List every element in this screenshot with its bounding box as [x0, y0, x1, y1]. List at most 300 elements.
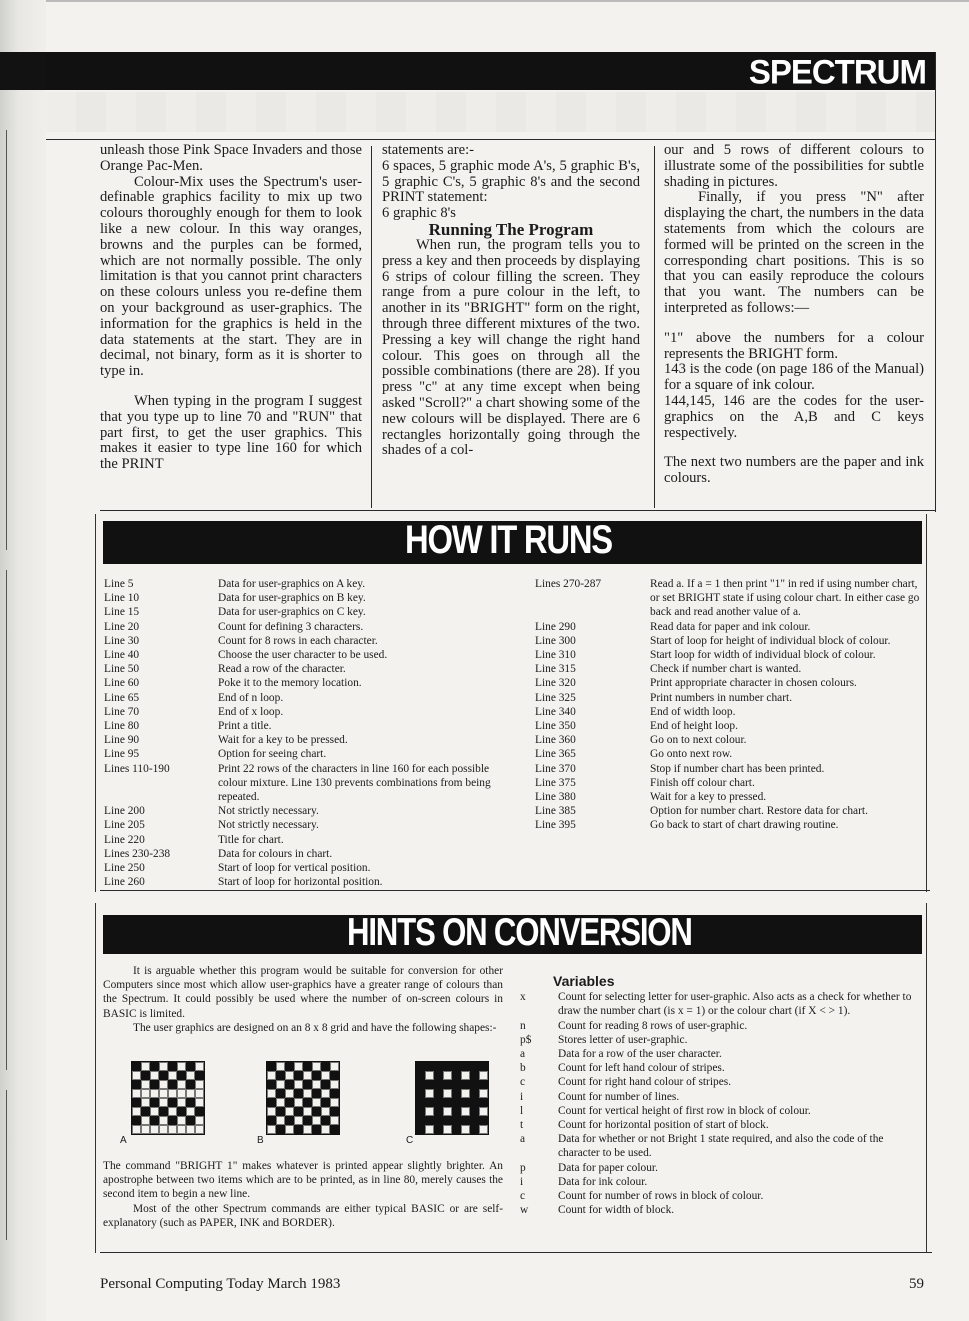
grid-cell [186, 1062, 195, 1071]
grid-cell [443, 1125, 452, 1134]
how-it-runs-row [104, 676, 504, 690]
line-number: Line 365 [535, 748, 576, 761]
grid-cell [195, 1125, 204, 1134]
grid-cell [452, 1062, 461, 1071]
variable-name: a [520, 1133, 526, 1146]
variable-name: p [520, 1161, 526, 1174]
grid-cell [150, 1107, 159, 1116]
grid-cell [470, 1107, 479, 1116]
article-bottom-rule [100, 510, 936, 511]
grid-cell [294, 1080, 303, 1089]
line-number: Line 65 [104, 691, 140, 704]
grid-cell [461, 1062, 470, 1071]
variable-row [520, 1061, 920, 1075]
grid-cell [168, 1071, 177, 1080]
variables-heading: Variables [553, 973, 615, 989]
grid-cell [461, 1098, 470, 1107]
grid-cell [452, 1080, 461, 1089]
variables-list [520, 974, 920, 1217]
grid-cell [452, 1125, 461, 1134]
variable-name: i [520, 1175, 524, 1188]
grid-cell [132, 1125, 141, 1134]
grid-cell [303, 1107, 312, 1116]
grid-cell [186, 1125, 195, 1134]
how-it-runs-right-list [535, 577, 923, 833]
how-it-runs-row [104, 662, 504, 676]
grid-cell [177, 1080, 186, 1089]
how-it-runs-row [535, 719, 923, 733]
grid-cell [294, 1107, 303, 1116]
line-number: Line 315 [535, 663, 576, 676]
how-it-runs-row [104, 747, 504, 761]
grid-cell [479, 1080, 488, 1089]
grid-cell [168, 1089, 177, 1098]
grid-cell [276, 1116, 285, 1125]
line-number: Line 260 [104, 876, 145, 889]
grid-cell [312, 1071, 321, 1080]
line-number: Line 5 [104, 578, 134, 590]
line-number: Line 325 [535, 691, 576, 704]
grid-cell [285, 1062, 294, 1071]
variable-description: Count for left hand colour of stripes. [558, 1062, 725, 1075]
grid-cell [186, 1080, 195, 1089]
line-number: Line 395 [535, 819, 576, 832]
grid-cell [479, 1107, 488, 1116]
grid-cell [312, 1125, 321, 1134]
grid-cell [267, 1116, 276, 1125]
article-paragraph: When typing in the program I suggest that you type up to line 70 and "RUN" that part first, to get the user graphics. This makes it easier to type line 160 for which the PRINT [100, 392, 362, 473]
grid-cell [416, 1062, 425, 1071]
grid-cell [285, 1116, 294, 1125]
variable-name: l [520, 1104, 524, 1117]
grid-label-c: C [406, 1135, 414, 1146]
article-paragraph: Colour-Mix uses the Spectrum's user-definable graphics facility to mix up two colours thoroughly enough for them to look like a new colour. In this way oranges, browns and the purples can be formed, which are not normally possible. The only limitation is that you cannot print characters on these colours unless you re-define them on your background as user-graphics. The information for the graphics is held in the data statements at the start. They are in decimal, not binary, form as it is shorter to type in. [100, 173, 362, 380]
page-number: 59 [909, 1276, 924, 1292]
grid-cell [312, 1116, 321, 1125]
grid-cell [416, 1071, 425, 1080]
line-number: Line 70 [104, 705, 140, 718]
grid-cell [195, 1098, 204, 1107]
how-it-runs-row [104, 591, 504, 605]
grid-cell [159, 1098, 168, 1107]
grid-cell [159, 1125, 168, 1134]
line-description: Data for user-graphics on C key. [218, 606, 366, 619]
line-number: Lines 230-238 [104, 847, 171, 860]
user-graphic-c-grid [415, 1061, 489, 1135]
grid-cell [159, 1080, 168, 1089]
grid-cell [303, 1062, 312, 1071]
grid-cell [321, 1071, 330, 1080]
grid-cell [312, 1098, 321, 1107]
grid-cell [479, 1071, 488, 1080]
line-description: Not strictly necessary. [218, 819, 319, 832]
grid-cell [150, 1125, 159, 1134]
article-paragraph: our and 5 rows of different colours to illustrate some of the possibilities for subtle shading in pictures. [664, 142, 924, 190]
grid-cell [267, 1098, 276, 1107]
grid-cell [177, 1062, 186, 1071]
variable-row [520, 1019, 920, 1033]
grid-cell [285, 1089, 294, 1098]
variable-name: w [520, 1204, 529, 1217]
grid-cell [479, 1098, 488, 1107]
user-graphic-b-grid [266, 1061, 340, 1135]
article-column-3 [664, 143, 924, 487]
grid-cell [321, 1080, 330, 1089]
binding-rule [6, 130, 7, 550]
variable-row [520, 1175, 920, 1189]
grid-cell [150, 1062, 159, 1071]
grid-cell [434, 1107, 443, 1116]
line-number: Line 290 [535, 620, 576, 633]
line-number: Line 310 [535, 649, 576, 662]
line-description: End of height loop. [650, 720, 738, 733]
line-description: Go onto next row. [650, 748, 733, 761]
hints-body-lower [103, 1159, 503, 1230]
grid-cell [177, 1107, 186, 1116]
how-it-runs-row [535, 691, 923, 705]
article-paragraph: unleash those Pink Space Invaders and those Orange Pac-Men. [100, 142, 362, 174]
line-description: Go on to next colour. [650, 734, 747, 747]
grid-cell [303, 1116, 312, 1125]
grid-cell [150, 1098, 159, 1107]
grid-cell [141, 1116, 150, 1125]
grid-cell [177, 1125, 186, 1134]
line-description: Read a. If a = 1 then print "1" in red if using number chart, or set BRIGHT state if using colour chart. In either case go back and read another value of a. [650, 578, 920, 619]
grid-cell [195, 1071, 204, 1080]
top-rule [46, 0, 969, 2]
line-number: Line 370 [535, 762, 576, 775]
article-column-2 [382, 143, 640, 459]
variable-row [520, 1118, 920, 1132]
grid-cell [452, 1089, 461, 1098]
line-number: Line 200 [104, 805, 145, 818]
grid-cell [276, 1098, 285, 1107]
variable-row [520, 1161, 920, 1175]
line-number: Line 320 [535, 677, 576, 690]
grid-cell [330, 1062, 339, 1071]
variable-description: Count for reading 8 rows of user-graphic. [558, 1019, 748, 1032]
how-it-runs-row [104, 691, 504, 705]
how-it-runs-row [104, 705, 504, 719]
grid-cell [416, 1080, 425, 1089]
grid-cell [285, 1107, 294, 1116]
grid-cell [195, 1080, 204, 1089]
grid-cell [195, 1116, 204, 1125]
line-number: Line 340 [535, 705, 576, 718]
grid-cell [168, 1098, 177, 1107]
grid-cell [330, 1116, 339, 1125]
line-description: Read a row of the character. [218, 663, 346, 676]
article-paragraph: 143 is the code (on page 186 of the Manual) for a square of ink colour. [664, 361, 924, 394]
grid-cell [177, 1098, 186, 1107]
how-it-runs-row [104, 847, 504, 861]
grid-cell [294, 1125, 303, 1134]
grid-cell [312, 1062, 321, 1071]
line-description: Start of loop for horizontal position. [218, 876, 383, 889]
grid-cell [416, 1116, 425, 1125]
grid-cell [276, 1071, 285, 1080]
variable-name: n [520, 1019, 526, 1032]
grid-cell [416, 1098, 425, 1107]
grid-cell [461, 1089, 470, 1098]
variable-row [520, 1033, 920, 1047]
variable-description: Count for right hand colour of stripes. [558, 1076, 732, 1089]
variable-row [520, 1104, 920, 1118]
how-it-runs-row [535, 747, 923, 761]
grid-cell [141, 1098, 150, 1107]
section-heading: Running The Program [428, 219, 594, 239]
grid-cell [312, 1080, 321, 1089]
line-number: Line 360 [535, 734, 576, 747]
variable-description: Data for a row of the user character. [558, 1048, 722, 1061]
how-it-runs-row [104, 620, 504, 634]
grid-cell [479, 1062, 488, 1071]
how-it-runs-row [535, 804, 923, 818]
variable-row [520, 1047, 920, 1061]
how-it-runs-left-list [104, 577, 504, 889]
grid-cell [312, 1089, 321, 1098]
line-number: Line 60 [104, 677, 140, 690]
grid-cell [470, 1071, 479, 1080]
line-number: Line 300 [535, 634, 576, 647]
how-it-runs-row [535, 776, 923, 790]
line-description: Option for number chart. Restore data for chart. [650, 805, 868, 818]
grid-cell [294, 1062, 303, 1071]
how-it-runs-row [104, 577, 504, 591]
grid-cell [285, 1080, 294, 1089]
line-description: End of width loop. [650, 705, 736, 718]
grid-cell [159, 1062, 168, 1071]
variable-row [520, 1090, 920, 1104]
line-number: Line 10 [104, 592, 140, 605]
grid-cell [159, 1071, 168, 1080]
how-it-runs-row [535, 620, 923, 634]
grid-cell [470, 1116, 479, 1125]
how-it-runs-row [104, 733, 504, 747]
grid-cell [267, 1062, 276, 1071]
grid-cell [141, 1125, 150, 1134]
variable-name: b [520, 1062, 526, 1075]
line-description: Start of loop for vertical position. [218, 862, 371, 875]
grid-cell [461, 1116, 470, 1125]
grid-cell [470, 1098, 479, 1107]
line-number: Line 20 [104, 620, 140, 633]
grid-cell [321, 1116, 330, 1125]
line-description: Check if number chart is wanted. [650, 663, 802, 676]
grid-cell [132, 1062, 141, 1071]
grid-cell [321, 1089, 330, 1098]
grid-cell [321, 1125, 330, 1134]
line-description: Read data for paper and ink colour. [650, 620, 811, 633]
hints-paragraph: Most of the other Spectrum commands are either typical BASIC or are self-explanatory (such as PAPER, INK and BORDER). [103, 1202, 503, 1229]
line-number: Line 50 [104, 663, 140, 676]
grid-cell [132, 1071, 141, 1080]
grid-cell [168, 1107, 177, 1116]
variable-description: Count for width of block. [558, 1204, 675, 1217]
article-paragraph: Finally, if you press "N" after displaying the chart, the numbers in the data statements from which the colours are formed will be printed on the screen in the corresponding chart positions. This is so that you can easily reproduce the colours that you want. The numbers can be interpreted as follows:— [664, 189, 924, 316]
how-it-runs-row [535, 705, 923, 719]
grid-cell [443, 1089, 452, 1098]
grid-cell [416, 1125, 425, 1134]
grid-cell [461, 1107, 470, 1116]
variable-description: Count for number of rows in block of colour. [558, 1190, 764, 1203]
line-number: Lines 110-190 [104, 762, 170, 775]
how-it-runs-row [535, 676, 923, 690]
how-it-runs-row [104, 875, 504, 889]
grid-cell [177, 1116, 186, 1125]
grid-cell [141, 1080, 150, 1089]
grid-cell [285, 1071, 294, 1080]
footer-publication: Personal Computing Today March 1983 [100, 1276, 341, 1292]
variable-description: Data for ink colour. [558, 1175, 648, 1188]
grid-cell [479, 1089, 488, 1098]
section-title: SPECTRUM [748, 52, 926, 91]
grid-cell [434, 1062, 443, 1071]
hints-bottom-rule [100, 1252, 932, 1253]
grid-cell [321, 1098, 330, 1107]
grid-cell [303, 1125, 312, 1134]
variable-description: Count for horizontal position of start of block. [558, 1119, 769, 1132]
grid-cell [416, 1089, 425, 1098]
grid-cell [186, 1098, 195, 1107]
line-number: Lines 270-287 [535, 578, 602, 590]
grid-cell [434, 1098, 443, 1107]
grid-cell [452, 1107, 461, 1116]
line-description: End of x loop. [218, 705, 284, 718]
grid-cell [452, 1098, 461, 1107]
grid-cell [294, 1098, 303, 1107]
grid-cell [141, 1071, 150, 1080]
grid-cell [168, 1116, 177, 1125]
line-description: Stop if number chart has been printed. [650, 762, 825, 775]
line-number: Line 220 [104, 833, 145, 846]
grid-cell [470, 1125, 479, 1134]
variable-row [520, 1203, 920, 1217]
variable-description: Stores letter of user-graphic. [558, 1033, 688, 1046]
variable-description: Data for paper colour. [558, 1161, 658, 1174]
how-it-runs-row [104, 605, 504, 619]
how-it-runs-row [104, 861, 504, 875]
grid-cell [276, 1107, 285, 1116]
line-description: Start loop for width of individual block of colour. [650, 649, 876, 662]
how-it-runs-title: HOW IT RUNS [405, 518, 612, 562]
grid-cell [425, 1089, 434, 1098]
hints-paragraph: The command "BRIGHT 1" makes whatever is printed appear slightly brighter. An apostrophe between two items which are to be printed, as in line 80, merely causes the second item to begin a new line. [103, 1160, 503, 1201]
grid-cell [150, 1080, 159, 1089]
line-description: Wait for a key to be pressed. [218, 734, 348, 747]
line-description: Wait for a key to pressed. [650, 791, 767, 804]
grid-cell [452, 1116, 461, 1125]
grid-cell [276, 1080, 285, 1089]
line-description: End of n loop. [218, 691, 284, 704]
line-number: Line 30 [104, 634, 140, 647]
grid-cell [330, 1071, 339, 1080]
grid-cell [132, 1116, 141, 1125]
variable-name: c [520, 1076, 526, 1089]
binding-rule [6, 1090, 7, 1240]
grid-cell [303, 1080, 312, 1089]
article-paragraph: When run, the program tells you to press a key and then proceeds by displaying 6 strips of colour filling the screen. They range from a pure colour in the left, to another in its "BRIGHT" form on the right, through three different mixtures of the two. Pressing a key will change the right hand colour. This goes on through all the possible combinations (there are 28). If you press "c" at any time except when being asked "Scroll?" a chart showing some of the new colours will be displayed. There are 6 rectangles horizontally going through the shades of a col- [382, 236, 640, 459]
variable-name: x [520, 991, 526, 1004]
grid-cell [443, 1071, 452, 1080]
line-description: Print a title. [218, 720, 272, 733]
article-column-1 [100, 143, 362, 473]
grid-cell [141, 1089, 150, 1098]
variable-row [520, 1132, 920, 1160]
line-description: Count for 8 rows in each character. [218, 634, 378, 647]
hints-title: HINTS ON CONVERSION [347, 911, 692, 954]
grid-cell [186, 1107, 195, 1116]
grid-cell [267, 1089, 276, 1098]
how-it-runs-row [535, 662, 923, 676]
user-graphic-a-grid [131, 1061, 205, 1135]
grid-cell [294, 1116, 303, 1125]
line-description: Not strictly necessary. [218, 805, 319, 818]
grid-cell [312, 1107, 321, 1116]
grid-cell [330, 1080, 339, 1089]
grid-cell [132, 1089, 141, 1098]
grid-cell [479, 1116, 488, 1125]
grid-cell [461, 1071, 470, 1080]
grid-cell [470, 1089, 479, 1098]
how-it-runs-row [104, 634, 504, 648]
grid-cell [434, 1089, 443, 1098]
grid-cell [267, 1125, 276, 1134]
grid-cell [425, 1116, 434, 1125]
grid-cell [132, 1080, 141, 1089]
variable-description: Count for vertical height of first row in block of colour. [558, 1104, 811, 1117]
how-it-runs-row [535, 648, 923, 662]
how-it-runs-row [104, 804, 504, 818]
grid-cell [443, 1080, 452, 1089]
binding-strip [0, 52, 46, 90]
how-it-runs-row [535, 790, 923, 804]
line-description: Go back to start of chart drawing routine. [650, 819, 839, 832]
column-divider [371, 146, 372, 508]
how-it-runs-row [104, 818, 504, 832]
variable-row [520, 990, 920, 1018]
show-through-band [46, 92, 936, 132]
grid-cell [168, 1080, 177, 1089]
grid-cell [267, 1107, 276, 1116]
line-number: Line 375 [535, 776, 576, 789]
grid-cell [434, 1080, 443, 1089]
variable-row [520, 1075, 920, 1089]
grid-cell [425, 1080, 434, 1089]
article-paragraph: The next two numbers are the paper and ink colours. [664, 454, 924, 487]
hints-body [103, 964, 503, 1035]
variable-row [520, 1189, 920, 1203]
variable-description: Data for whether or not Bright 1 state required, and also the code of the character to be used. [558, 1133, 884, 1160]
hints-bar [103, 911, 922, 954]
line-description: Data for user-graphics on B key. [218, 592, 366, 605]
variable-name: t [520, 1119, 524, 1132]
grid-cell [321, 1107, 330, 1116]
grid-cell [195, 1107, 204, 1116]
right-frame-rule [935, 52, 936, 512]
how-it-runs-row [104, 719, 504, 733]
line-number: Line 80 [104, 720, 140, 733]
grid-cell [434, 1116, 443, 1125]
grid-cell [195, 1062, 204, 1071]
how-it-runs-row [104, 762, 504, 805]
grid-cell [168, 1062, 177, 1071]
how-it-runs-row [535, 634, 923, 648]
grid-cell [330, 1107, 339, 1116]
article-paragraph: "1" above the numbers for a colour represents the BRIGHT form. [664, 329, 924, 362]
line-description: Choose the user character to be used. [218, 649, 388, 662]
variable-name: i [520, 1090, 524, 1103]
